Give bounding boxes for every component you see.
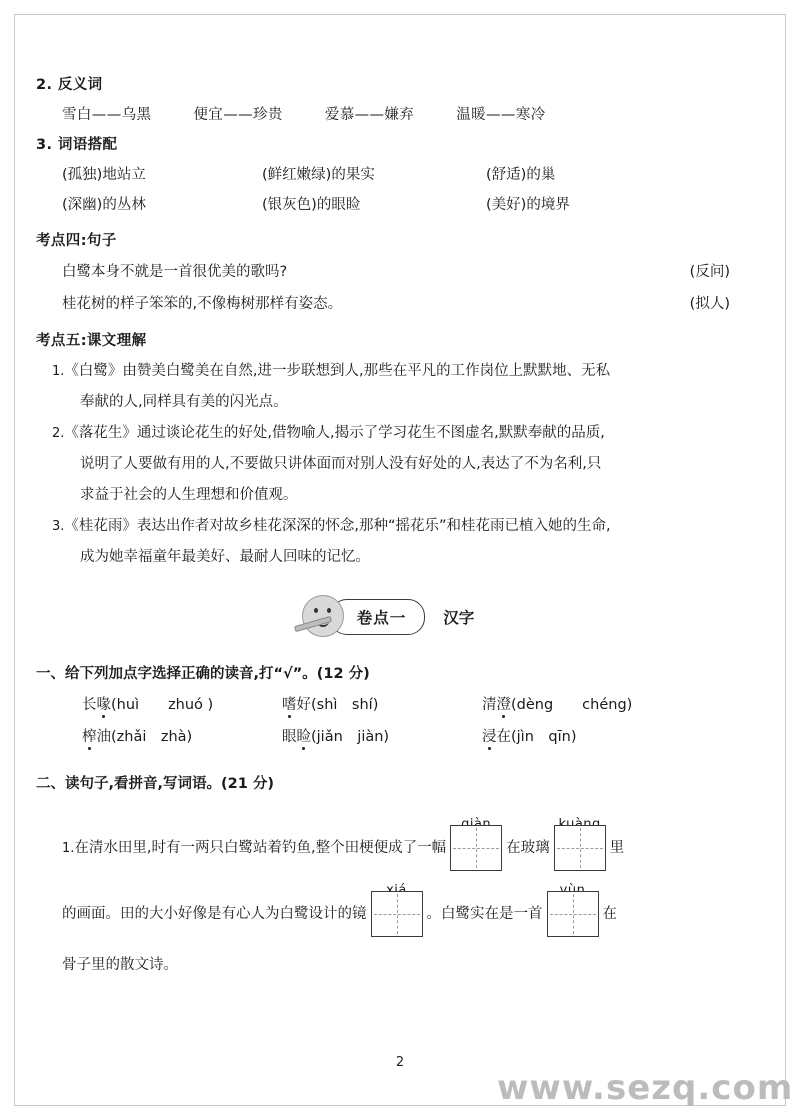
page-content xyxy=(36,70,736,985)
pinyin-item[interactable]: 长喙(huì zhuó ) xyxy=(82,697,214,713)
paragraph-line xyxy=(36,511,736,542)
paragraph-number: 1. xyxy=(52,364,65,379)
question-2-line-2 xyxy=(36,891,736,937)
antonym-pair: 便宜——珍贵 xyxy=(193,107,283,123)
section-heading-collocation: 3. 词语搭配 xyxy=(36,137,118,153)
answer-box-holder[interactable] xyxy=(446,825,506,871)
sentence-tag: (反问) xyxy=(689,264,730,280)
paragraph-line: 奉献的人,同样具有美的闪光点。 xyxy=(80,394,288,410)
pinyin-item[interactable]: 榨油(zhǎi zhà) xyxy=(82,729,193,745)
collocation-cell: (银灰色)的眼睑 xyxy=(262,197,361,213)
paragraph-line: 说明了人要做有用的人,不要做只讲体面而对别人没有好处的人,表达了不为名利,只 xyxy=(80,456,602,472)
paragraph-number: 3. xyxy=(52,519,65,534)
sentence-part: 的画面。田的大小好像是有心人为白鹭设计的镜 xyxy=(62,906,367,922)
answer-box[interactable] xyxy=(547,891,599,937)
pinyin-options: (dèng chéng) xyxy=(511,697,633,713)
pinyin-options: (shì shí) xyxy=(311,697,379,713)
sentence-part: 在 xyxy=(602,906,617,922)
sentence-text: 白鹭本身不就是一首很优美的歌吗? xyxy=(62,264,288,280)
pinyin-options: (jiǎn jiàn) xyxy=(311,729,390,745)
section-heading-sentences: 考点四:句子 xyxy=(36,233,117,249)
pinyin-options: (zhǎi zhà) xyxy=(111,729,193,745)
paragraph-line xyxy=(36,356,736,387)
sentence-text: 桂花树的样子笨笨的,不像梅树那样有姿态。 xyxy=(62,296,343,312)
question-2-line-3 xyxy=(36,945,736,985)
sentence-part: 在玻璃 xyxy=(506,840,550,856)
item-number: 1. xyxy=(62,841,75,856)
page-number: 2 xyxy=(395,1055,405,1070)
section-badge xyxy=(36,591,736,643)
comprehension-paragraph xyxy=(36,511,736,573)
sentence-part: 骨子里的散文诗。 xyxy=(62,957,178,973)
paragraph-line: 成为她幸福童年最美好、最耐人回味的记忆。 xyxy=(80,549,370,565)
sentence-part: 在清水田里,时有一两只白鹭站着钓鱼,整个田梗便成了一幅 xyxy=(74,840,447,856)
pinyin-row xyxy=(36,689,736,721)
section-heading-comprehension: 考点五:课文理解 xyxy=(36,333,147,349)
question-2-title: 二、读句子,看拼音,写词语。(21 分) xyxy=(36,776,274,792)
antonym-pair: 温暖——寒冷 xyxy=(456,107,546,123)
answer-box-holder[interactable] xyxy=(550,825,610,871)
pinyin-item[interactable]: 清澄(dèng chéng) xyxy=(482,697,633,713)
sentence-row xyxy=(36,288,736,320)
answer-box[interactable] xyxy=(554,825,606,871)
answer-box-holder[interactable] xyxy=(543,891,603,937)
pinyin-options: (jìn qīn) xyxy=(511,729,577,745)
paragraph-line: 求益于社会的人生理想和价值观。 xyxy=(80,487,298,503)
sentence-tag: (拟人) xyxy=(689,296,730,312)
badge-title: 汉字 xyxy=(443,609,475,627)
sentence-row xyxy=(36,256,736,288)
question-1-title: 一、给下列加点字选择正确的读音,打“√”。(12 分) xyxy=(36,666,370,682)
pinyin-item[interactable]: 眼睑(jiǎn jiàn) xyxy=(282,729,390,745)
answer-box[interactable] xyxy=(450,825,502,871)
answer-box[interactable] xyxy=(371,891,423,937)
pinyin-row xyxy=(36,721,736,753)
collocation-row xyxy=(36,190,736,220)
paragraph-text: 《落花生》通过谈论花生的好处,借物喻人,揭示了学习花生不图虚名,默默奉献的品质, xyxy=(64,425,605,441)
sentence-part: 里 xyxy=(609,840,625,856)
collocation-cell: (孤独)地站立 xyxy=(62,167,146,183)
paragraph-line xyxy=(36,418,736,449)
collocation-cell: (鲜红嫩绿)的果实 xyxy=(262,167,375,183)
collocation-row xyxy=(36,160,736,190)
badge-group xyxy=(298,595,475,639)
comprehension-paragraph xyxy=(36,356,736,418)
paragraph-text: 《白鹭》由赞美白鹭美在自然,进一步联想到人,那些在平凡的工作岗位上默默地、无私 xyxy=(64,363,611,379)
paragraph-text: 《桂花雨》表达出作者对故乡桂花深深的怀念,那种“摇花乐”和桂花雨已植入她的生命, xyxy=(64,518,611,534)
watermark: www.sezq.com xyxy=(497,1068,794,1108)
collocation-cell: (美好)的境界 xyxy=(486,197,570,213)
pinyin-item[interactable]: 浸在(jìn qīn) xyxy=(482,729,577,745)
question-2-line-1 xyxy=(36,825,736,871)
section-heading-antonyms: 2. 反义词 xyxy=(36,77,103,93)
badge-label: 卷点一 xyxy=(330,599,426,635)
antonym-pair: 爱慕——嫌弃 xyxy=(324,107,415,123)
antonym-pair: 雪白——乌黑 xyxy=(62,107,152,123)
antonyms-row xyxy=(36,100,736,130)
pinyin-options: (huì zhuó ) xyxy=(111,697,214,713)
student-face-icon xyxy=(298,595,344,639)
sentence-part: 。白鹭实在是一首 xyxy=(426,906,543,922)
answer-box-holder[interactable] xyxy=(367,891,427,937)
pinyin-item[interactable]: 嗜好(shì shí) xyxy=(282,697,379,713)
collocation-cell: (舒适)的巢 xyxy=(486,167,556,183)
collocation-cell: (深幽)的丛林 xyxy=(62,197,146,213)
comprehension-paragraph xyxy=(36,418,736,511)
paragraph-number: 2. xyxy=(52,426,65,441)
